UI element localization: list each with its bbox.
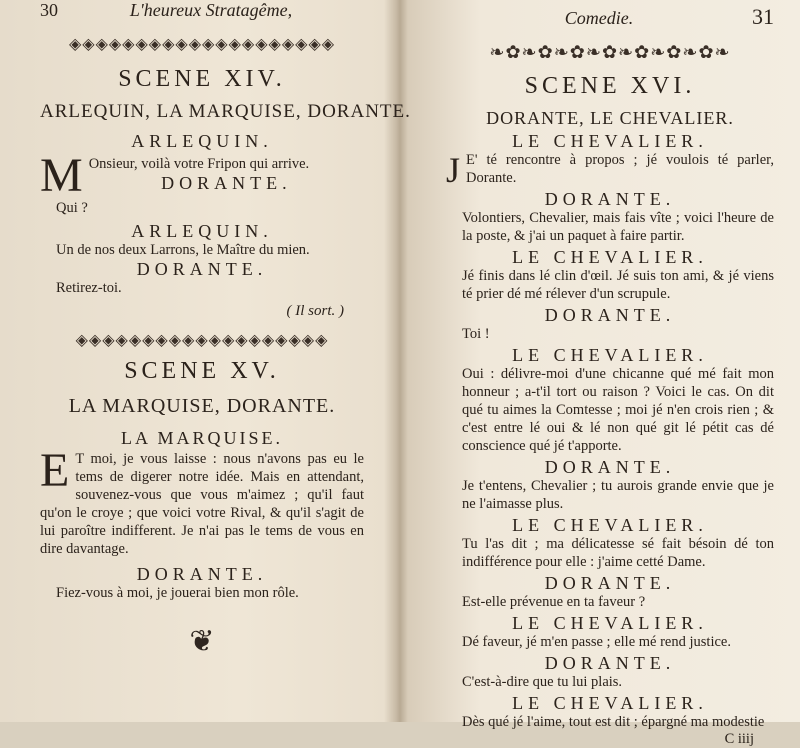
speaker-arlequin-1: ARLEQUIN. bbox=[131, 131, 273, 151]
speaker-label: LE CHEVALIER. bbox=[512, 345, 708, 365]
fleuron-ornament: ❦ bbox=[189, 625, 215, 658]
left-running-title: L'heureux Stratagême, bbox=[129, 0, 293, 20]
right-running-head bbox=[446, 4, 774, 29]
line-text: Volontiers, Chevalier, mais fais vîte ; voici l'heure de la poste, & j'ai un paquet à faire partir. bbox=[462, 210, 774, 244]
drop-cap: E bbox=[40, 444, 70, 497]
top-ornament-left: ◈◈◈◈◈◈◈◈◈◈◈◈◈◈◈◈◈◈◈◈ bbox=[68, 36, 336, 53]
dialogue-line bbox=[446, 633, 774, 651]
right-running-title: Comedie. bbox=[564, 8, 634, 28]
scene-14-title: SCENE XIV. bbox=[118, 66, 286, 92]
speaker-label: LE CHEVALIER. bbox=[512, 515, 708, 535]
speaker-label: DORANTE. bbox=[544, 305, 676, 325]
speaker-dorante-1: DORANTE. bbox=[161, 173, 292, 193]
dialogue-line: Fiez-vous à moi, je jouerai bien mon rôle. bbox=[56, 585, 299, 601]
scene-14-cast: ARLEQUIN, LA MARQUISE, DORANTE. bbox=[40, 101, 411, 122]
scene-16-dialogue bbox=[446, 131, 774, 731]
line-text: Dès qué jé l'aime, tout est dit ; épargné ma modestie bbox=[462, 714, 765, 730]
dialogue-line bbox=[446, 267, 774, 303]
dialogue-line bbox=[446, 365, 774, 455]
top-ornament-right: ❧✿❧✿❧✿❧✿❧✿❧✿❧✿❧ bbox=[489, 42, 731, 62]
right-page-number: 31 bbox=[752, 4, 774, 29]
speaker-label: DORANTE. bbox=[544, 653, 676, 673]
speaker-label: DORANTE. bbox=[544, 573, 676, 593]
dialogue-line bbox=[446, 477, 774, 513]
signature-mark: C iiij bbox=[724, 731, 754, 747]
line-text: Tu l'as dit ; ma délicatesse sé fait bésoin dé ton indifférence pour elle : j'aime cetté Dame. bbox=[462, 536, 774, 570]
dialogue-line bbox=[446, 713, 774, 731]
dialogue-line bbox=[446, 209, 774, 245]
scene-16-title: SCENE XVI. bbox=[524, 73, 696, 99]
dialogue-line bbox=[446, 593, 774, 611]
line-text: Est-elle prévenue en ta faveur ? bbox=[462, 594, 646, 610]
right-page bbox=[398, 0, 800, 747]
line-text: Jé finis dans lé clin d'œil. Jé suis ton ami, & jé viens té prier dé mé rélever d'un scrupule. bbox=[462, 268, 774, 302]
speaker-label: DORANTE. bbox=[544, 189, 676, 209]
speaker-dorante-2: DORANTE. bbox=[136, 259, 268, 279]
left-running-head bbox=[40, 0, 364, 22]
stage-direction: ( Il sort. ) bbox=[286, 303, 344, 319]
line-text: Toi ! bbox=[462, 326, 490, 342]
line-text: C'est-à-dire que tu lui plais. bbox=[462, 674, 623, 690]
dialogue-line: Retirez-toi. bbox=[56, 280, 122, 296]
dialogue-line: Un de nos deux Larrons, le Maître du mien. bbox=[56, 242, 310, 258]
dialogue-line bbox=[446, 673, 774, 691]
middle-ornament-left: ◈◈◈◈◈◈◈◈◈◈◈◈◈◈◈◈◈◈◈ bbox=[75, 332, 329, 349]
left-page-number: 30 bbox=[40, 0, 58, 20]
line-text: Dé faveur, jé m'en passe ; elle mé rend justice. bbox=[462, 634, 731, 650]
dialogue-line bbox=[446, 535, 774, 571]
line-text: Je t'entens, Chevalier ; tu aurois grande envie que je ne l'aimasse plus. bbox=[462, 478, 774, 512]
speaker-label: DORANTE. bbox=[544, 457, 676, 477]
scene-15-cast: LA MARQUISE, DORANTE. bbox=[68, 395, 336, 417]
drop-cap: M bbox=[40, 149, 83, 202]
speaker-label: LE CHEVALIER. bbox=[512, 131, 708, 151]
left-page bbox=[0, 0, 411, 722]
speaker-label: LE CHEVALIER. bbox=[512, 693, 708, 713]
speaker-arlequin-2: ARLEQUIN. bbox=[131, 221, 273, 241]
paragraph-text: T moi, je vous laisse : nous n'avons pas eu le tems de digerer notre idée. Mais en attendant, souvenez-vous que vous m'aimez ; qu'il faut qu'on le croye ; que voici votre Rival, & qu'il s'agit de lui paroître indifferent. Je n'ai pas le tems de vous en dire davantage. bbox=[40, 451, 364, 557]
dialogue-line bbox=[446, 325, 774, 343]
speaker-label: LE CHEVALIER. bbox=[512, 247, 708, 267]
drop-cap: J bbox=[446, 150, 461, 190]
speaker-marquise: LA MARQUISE. bbox=[120, 428, 283, 448]
speaker-label: LE CHEVALIER. bbox=[512, 613, 708, 633]
dialogue-paragraph bbox=[40, 444, 364, 558]
scene-16-cast: DORANTE, LE CHEVALIER. bbox=[486, 108, 734, 128]
line-text: Oui : délivre-moi d'une chicanne qué mé fait mon honneur ; a-t'il tort ou raison ? Voici le cas. On dit qué tu aimes la Comtesse ; moi jé n'en crois rien ; & c'est entre lé oui & lé non qué git lé pétit cas dé conscience qué jé t'apporte. bbox=[462, 366, 774, 454]
line-text: Onsieur, voilà votre Fripon qui arrive. bbox=[88, 156, 310, 172]
scene-15-title: SCENE XV. bbox=[124, 358, 280, 384]
speaker-dorante-3: DORANTE. bbox=[136, 564, 268, 584]
dialogue-line: Qui ? bbox=[56, 200, 88, 216]
line-text: E' té rencontre à propos ; jé voulois té parler, Dorante. bbox=[466, 152, 774, 186]
dialogue-line bbox=[446, 150, 774, 190]
